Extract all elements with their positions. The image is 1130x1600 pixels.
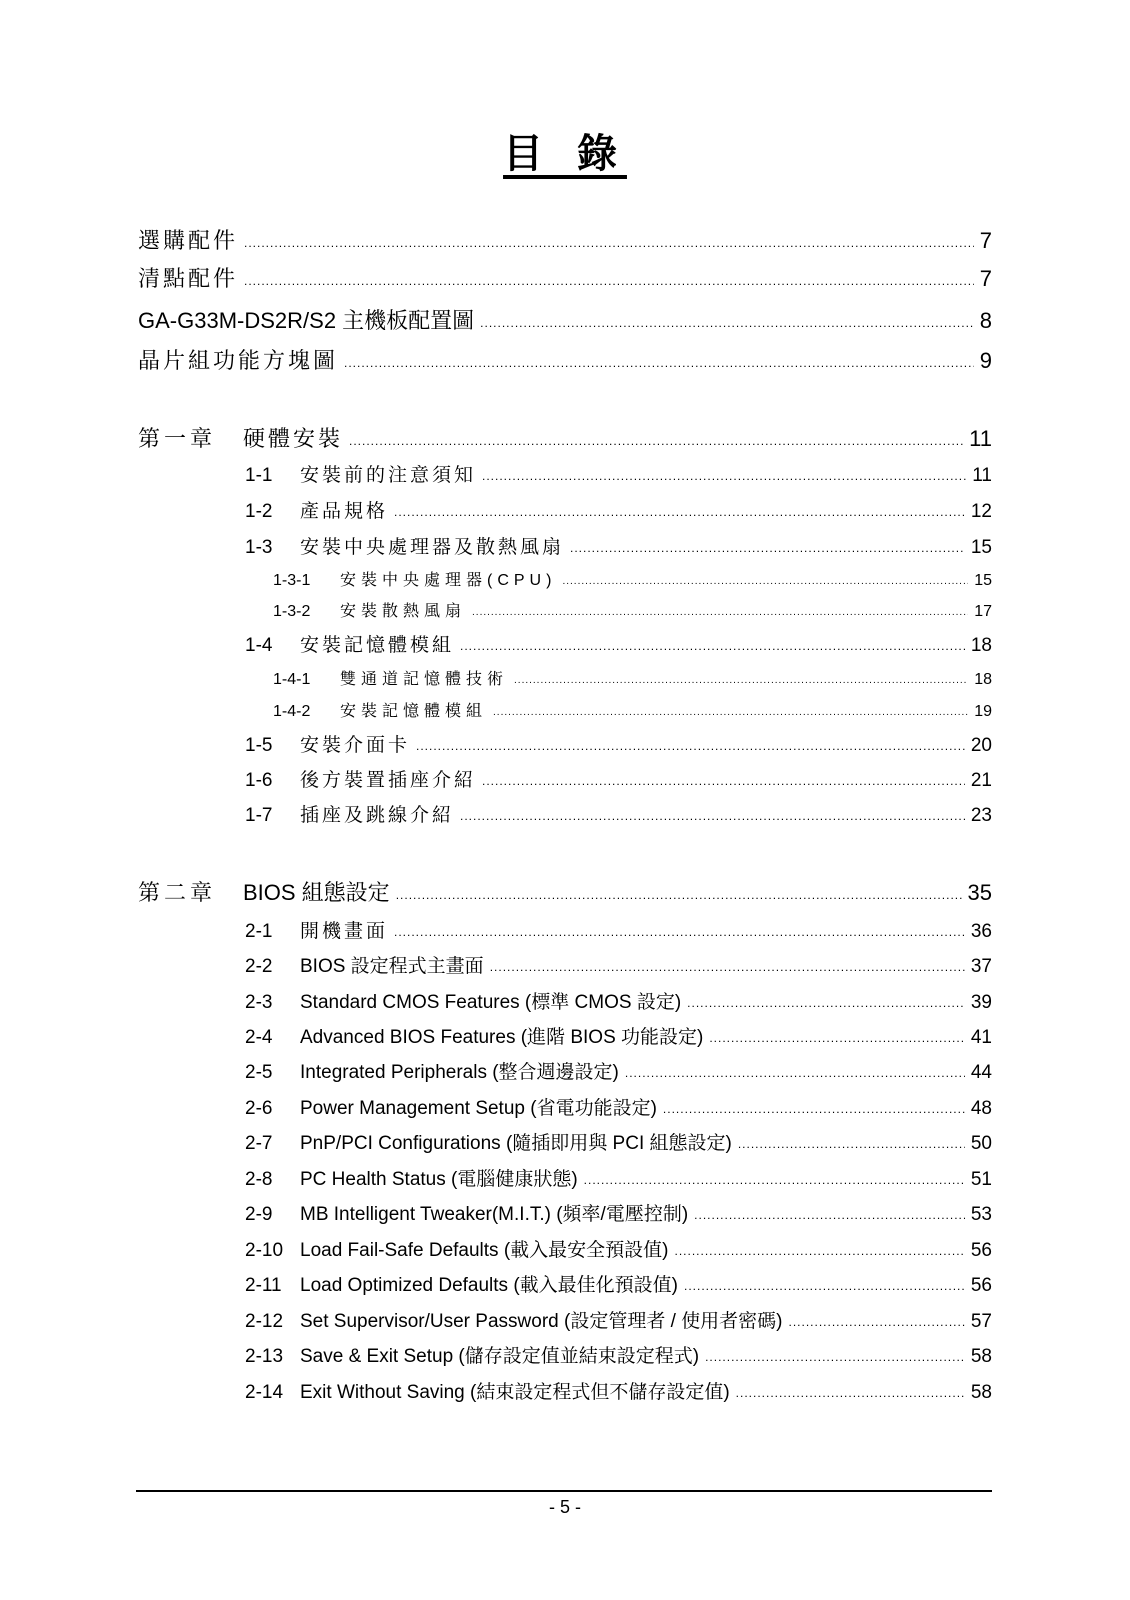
- leader-dots: [396, 888, 962, 902]
- leader-dots: [490, 960, 965, 974]
- toc-entry-page: 7: [979, 266, 992, 291]
- leader-dots: [736, 1386, 965, 1400]
- toc-entry-page: 19: [974, 703, 992, 720]
- toc-entry-page: 17: [974, 603, 992, 620]
- toc-entry-number: 1-3-1: [273, 572, 311, 589]
- toc-entry-page: 18: [974, 671, 992, 688]
- toc-entry-number: 1-3: [245, 537, 273, 558]
- toc-entry-number: 2-6: [245, 1098, 273, 1119]
- leader-dots: [514, 675, 968, 686]
- toc-entry-page: 58: [970, 1346, 992, 1367]
- toc-entry-page: 39: [970, 992, 992, 1013]
- toc-entry-page: 23: [970, 805, 992, 826]
- toc-entry-page: 37: [970, 956, 992, 977]
- toc-entry-page: 58: [970, 1382, 992, 1403]
- footer-divider: [136, 1490, 992, 1492]
- toc-entry: [138, 304, 992, 335]
- leader-dots: [493, 707, 968, 718]
- leader-dots: [709, 1031, 965, 1045]
- toc-entry-number: 2-14: [245, 1382, 284, 1403]
- leader-dots: [244, 236, 974, 250]
- toc-entry-label: 晶片組功能方塊圖: [138, 348, 339, 373]
- toc-entry-number: 2-7: [245, 1133, 273, 1154]
- toc-entry-label: 開機畫面: [300, 921, 389, 942]
- leader-dots: [684, 1279, 965, 1293]
- toc-entry-number: 第一章: [138, 426, 217, 451]
- toc-entry-label: 硬體安裝: [243, 426, 344, 451]
- toc-entry-page: 44: [970, 1062, 992, 1083]
- toc-entry-number: 2-5: [245, 1062, 273, 1083]
- toc-entry: [245, 1306, 992, 1333]
- toc-entry-number: 1-5: [245, 735, 273, 756]
- toc-entry: [138, 262, 992, 293]
- leader-dots: [244, 274, 974, 288]
- toc-entry-number: 2-3: [245, 992, 273, 1013]
- toc-entry-page: 36: [970, 921, 992, 942]
- toc-entry-label: Load Optimized Defaults (載入最佳化預設值): [300, 1275, 678, 1296]
- toc-entry-label: Save & Exit Setup (儲存設定值並結束設定程式): [300, 1346, 700, 1367]
- toc-entry-number: 第二章: [138, 880, 217, 905]
- toc-entry-number: 2-9: [245, 1204, 273, 1225]
- leader-dots: [480, 316, 974, 330]
- toc-entry-label: MB Intelligent Tweaker(M.I.T.) (頻率/電壓控制): [300, 1204, 689, 1225]
- toc-entry-label: BIOS 組態設定: [243, 880, 390, 905]
- toc-entry: [273, 598, 992, 621]
- toc-entry: [245, 496, 992, 523]
- toc-entry: [138, 224, 992, 255]
- leader-dots: [349, 434, 963, 448]
- toc-entry-label: 安裝散熱風扇: [340, 603, 467, 620]
- toc-entry-page: 20: [970, 735, 992, 756]
- toc-entry: [245, 1270, 992, 1297]
- page-number: - 5 -: [548, 1497, 581, 1517]
- toc-entry: [245, 630, 992, 657]
- toc-entry-number: 2-11: [245, 1275, 282, 1296]
- toc-entry: [245, 460, 992, 487]
- toc-entry-page: 8: [979, 308, 992, 333]
- toc-entry: [245, 1093, 992, 1120]
- leader-dots: [705, 1350, 965, 1364]
- toc-entry-number: 2-8: [245, 1169, 273, 1190]
- toc-entry-number: 2-12: [245, 1311, 284, 1332]
- toc-entry: [273, 698, 992, 721]
- toc-entry-page: 41: [970, 1027, 992, 1048]
- toc-entry-label: Integrated Peripherals (整合週邊設定): [300, 1062, 619, 1083]
- toc-entry-label: 清點配件: [138, 266, 239, 291]
- toc-entry-page: 50: [970, 1133, 992, 1154]
- toc-entry-page: 51: [970, 1169, 992, 1190]
- toc-entry-number: 2-1: [245, 921, 273, 942]
- toc-entry-number: 1-4-1: [273, 671, 311, 688]
- toc-entry: [138, 344, 992, 375]
- toc-entry-number: 1-4-2: [273, 703, 311, 720]
- toc-entry-label: Exit Without Saving (結束設定程式但不儲存設定值): [300, 1382, 730, 1403]
- leader-dots: [687, 996, 965, 1010]
- toc-entry: [245, 532, 992, 559]
- toc-entry-label: Standard CMOS Features (標準 CMOS 設定): [300, 992, 682, 1013]
- toc-entry-label: 後方裝置插座介紹: [300, 770, 477, 791]
- toc-entry-number: 1-6: [245, 770, 273, 791]
- toc-entry-label: 安裝介面卡: [300, 735, 411, 756]
- toc-entry: [245, 916, 992, 943]
- toc-entry-number: 1-1: [245, 465, 273, 486]
- toc-entry-number: 1-7: [245, 805, 273, 826]
- toc-entry-page: 57: [970, 1311, 992, 1332]
- page-title-text: 目 錄: [503, 131, 627, 177]
- leader-dots: [460, 809, 965, 823]
- toc-entry-page: 48: [970, 1098, 992, 1119]
- toc-entry-number: 1-3-2: [273, 603, 311, 620]
- toc-entry-page: 18: [970, 635, 992, 656]
- toc-entry-label: 插座及跳線介紹: [300, 805, 455, 826]
- toc-entry-label: 安裝記憶體模組: [300, 635, 455, 656]
- toc-entry: [245, 1235, 992, 1262]
- toc-entry: [273, 567, 992, 590]
- leader-dots: [344, 356, 974, 370]
- leader-dots: [482, 774, 965, 788]
- leader-dots: [625, 1066, 965, 1080]
- toc-entry-label: 安裝中央處理器(CPU): [340, 572, 557, 589]
- toc-entry-label: 選購配件: [138, 228, 239, 253]
- toc-entry: [245, 1022, 992, 1049]
- toc-entry-label: 安裝前的注意須知: [300, 465, 477, 486]
- toc-entry-page: 7: [979, 228, 992, 253]
- toc-entry-label: 雙通道記憶體技術: [340, 671, 509, 688]
- toc-entry-page: 11: [972, 465, 992, 486]
- toc-entry-label: Power Management Setup (省電功能設定): [300, 1098, 657, 1119]
- toc-entry: [245, 1199, 992, 1226]
- toc-entry: [245, 1341, 992, 1368]
- toc-entry-page: 12: [970, 501, 992, 522]
- toc-entry-number: 2-10: [245, 1240, 284, 1261]
- leader-dots: [394, 925, 965, 939]
- toc-entry-label: Set Supervisor/User Password (設定管理者 / 使用者密碼): [300, 1311, 783, 1332]
- leader-dots: [675, 1244, 965, 1258]
- toc-entry-label: Advanced BIOS Features (進階 BIOS 功能設定): [300, 1027, 704, 1048]
- leader-dots: [394, 505, 965, 519]
- toc-entry-label: Load Fail-Safe Defaults (載入最安全預設值): [300, 1240, 669, 1261]
- toc-entry-label: 安裝中央處理器及散熱風扇: [300, 537, 565, 558]
- leader-dots: [788, 1315, 964, 1329]
- toc-entry-number: 1-4: [245, 635, 273, 656]
- leader-dots: [738, 1137, 965, 1151]
- toc-entry-page: 11: [969, 426, 992, 451]
- toc-entry-number: 2-2: [245, 956, 273, 977]
- toc-entry: [245, 987, 992, 1014]
- toc-entry-page: 53: [970, 1204, 992, 1225]
- toc-entry-number: 2-4: [245, 1027, 273, 1048]
- toc-entry-page: 35: [967, 880, 992, 905]
- toc-entry-page: 56: [970, 1275, 992, 1296]
- leader-dots: [663, 1102, 965, 1116]
- toc-entry-number: 1-2: [245, 501, 273, 522]
- toc-entry: [245, 1057, 992, 1084]
- toc-entry: [245, 1128, 992, 1155]
- toc-chapter-entry: [138, 422, 992, 453]
- toc-entry-label: BIOS 設定程式主畫面: [300, 956, 484, 977]
- toc-entry-label: 安裝記憶體模組: [340, 703, 488, 720]
- leader-dots: [472, 607, 968, 618]
- toc-entry: [245, 1164, 992, 1191]
- toc-entry-page: 9: [979, 348, 992, 373]
- toc-entry-number: 2-13: [245, 1346, 284, 1367]
- toc-entry-page: 56: [970, 1240, 992, 1261]
- leader-dots: [460, 639, 965, 653]
- toc-entry-label: PnP/PCI Configurations (隨插即用與 PCI 組態設定): [300, 1133, 732, 1154]
- page-title: [0, 122, 1130, 179]
- toc-entry-page: 15: [974, 572, 992, 589]
- toc-entry: [245, 730, 992, 757]
- toc-entry-label: 產品規格: [300, 501, 389, 522]
- toc-entry: [245, 765, 992, 792]
- toc-entry: [273, 666, 992, 689]
- toc-entry: [245, 1377, 992, 1404]
- toc-chapter-entry: [138, 876, 992, 907]
- leader-dots: [562, 576, 968, 587]
- toc-entry-page: 15: [970, 537, 992, 558]
- leader-dots: [416, 739, 965, 753]
- leader-dots: [570, 541, 965, 555]
- toc-entry-label: PC Health Status (電腦健康狀態): [300, 1169, 578, 1190]
- toc-entry: [245, 951, 992, 978]
- leader-dots: [584, 1173, 965, 1187]
- toc-entry: [245, 800, 992, 827]
- leader-dots: [694, 1208, 965, 1222]
- toc-entry-label: GA-G33M-DS2R/S2 主機板配置圖: [138, 308, 475, 333]
- leader-dots: [482, 469, 966, 483]
- toc-entry-page: 21: [970, 770, 992, 791]
